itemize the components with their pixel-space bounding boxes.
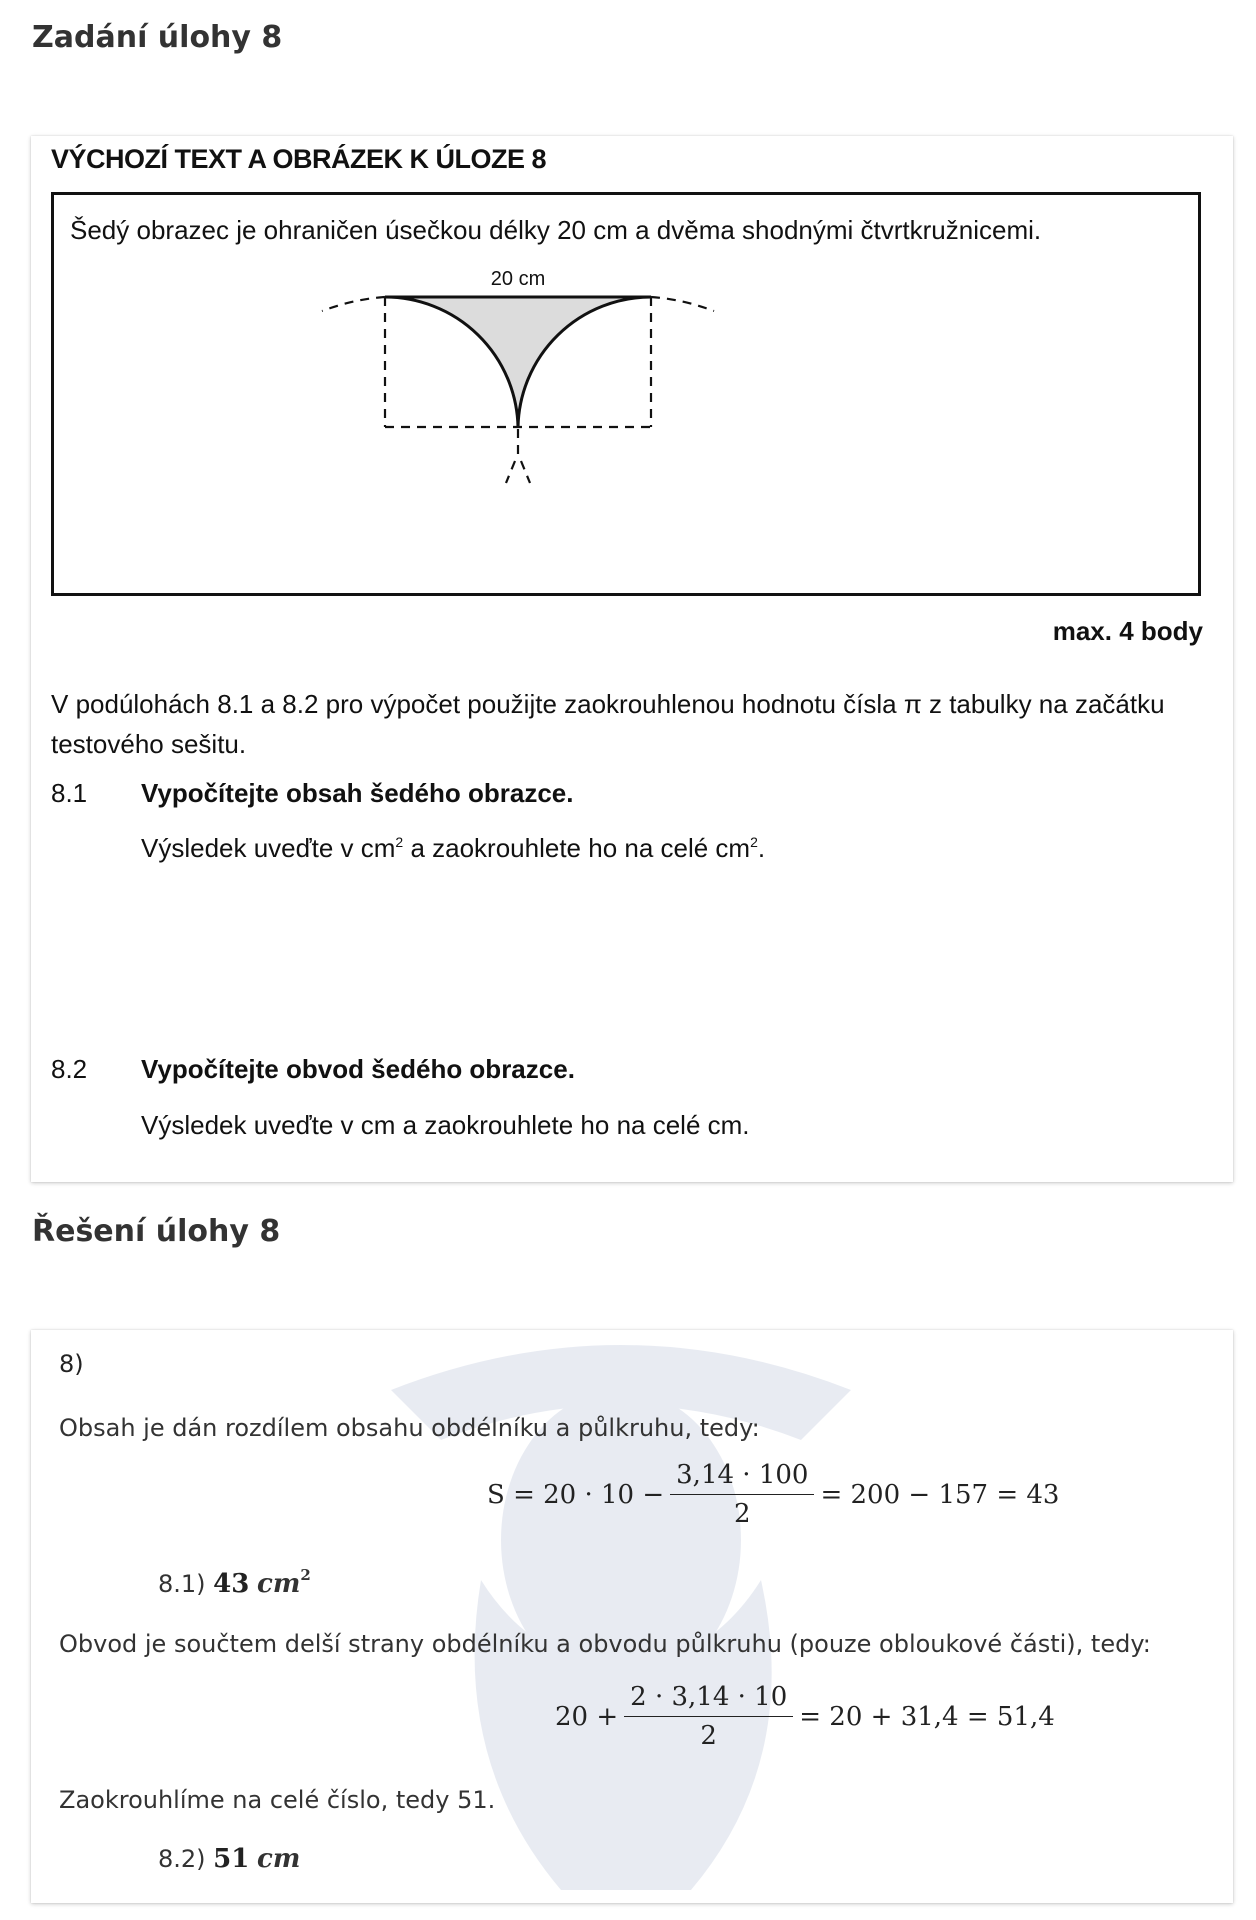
eq-lhs: 20 + [555, 1701, 619, 1732]
subtask-note: Výsledek uveďte v $cm^2$ a zaokrouhlete ho na celé $cm^2$. [141, 833, 766, 863]
perimeter-equation [555, 1682, 1055, 1751]
task-title: VÝCHOZÍ TEXT A OBRÁZEK K ÚLOZE 8 [51, 144, 547, 174]
eq-denominator: 2 [734, 1499, 751, 1529]
answer-8-1: 8.1) 43 $cm^2$ [158, 1566, 311, 1599]
eq-rhs: = 20 + 31,4 = 51,4 [799, 1701, 1055, 1732]
dashed-left-radius [506, 461, 515, 483]
area-intro: Obsah je dán rozdílem obsahu obdélníku a půlkruhu, tedy: [59, 1414, 760, 1442]
max-points: max. 4 body [1052, 616, 1203, 646]
rounding-text: Zaokrouhlíme na celé číslo, tedy 51. [59, 1786, 496, 1814]
figure-description: Šedý obrazec je ohraničen úsečkou délky 20 cm a dvěma shodnými čtvrtkružnicemi. [70, 215, 1042, 245]
quarter-circles-figure [54, 195, 1198, 593]
eq-lhs: S = 20 · 10 − [487, 1479, 665, 1510]
subtask-title: Vypočítejte obvod šedého obrazce. [141, 1054, 575, 1084]
eq-fraction [624, 1682, 793, 1751]
dashed-left-arc-ext [322, 297, 385, 311]
perimeter-intro: Obvod je součtem delší strany obdélníku a obvodu půlkruhu (pouze obloukové části), tedy: [59, 1630, 1151, 1658]
eq-fraction [670, 1460, 814, 1529]
task-heading: Zadání úlohy 8 [32, 20, 283, 55]
dashed-right-arc-ext [651, 297, 714, 311]
subtask-title: Vypočítejte obsah šedého obrazce. [141, 778, 574, 808]
solution-label: 8) [59, 1350, 84, 1378]
answer-8-2: 8.2) 51 cm [158, 1844, 301, 1874]
eq-numerator: 2 · 3,14 · 10 [624, 1682, 793, 1717]
area-equation [487, 1460, 1059, 1529]
task-card [31, 136, 1233, 1182]
gray-shape [385, 297, 651, 427]
subtask-note: Výsledek uveďte v cm a zaokrouhlete ho na celé cm. [141, 1110, 750, 1140]
length-label: 20 cm [490, 268, 546, 290]
subtask-number: 8.2 [51, 1054, 88, 1084]
instruction-text: V podúlohách 8.1 a 8.2 pro výpočet použijte zaokrouhlenou hodnotu čísla π z tabulky na začátku testového sešitu. [51, 689, 1165, 759]
dashed-right-radius [521, 461, 530, 483]
figure-frame [51, 192, 1201, 596]
solution-heading: Řešení úlohy 8 [32, 1214, 281, 1249]
eq-denominator: 2 [700, 1721, 717, 1751]
eq-numerator: 3,14 · 100 [670, 1460, 814, 1495]
subtask-number: 8.1 [51, 778, 88, 808]
eq-rhs: = 200 − 157 = 43 [820, 1479, 1060, 1510]
solution-card [31, 1330, 1233, 1903]
